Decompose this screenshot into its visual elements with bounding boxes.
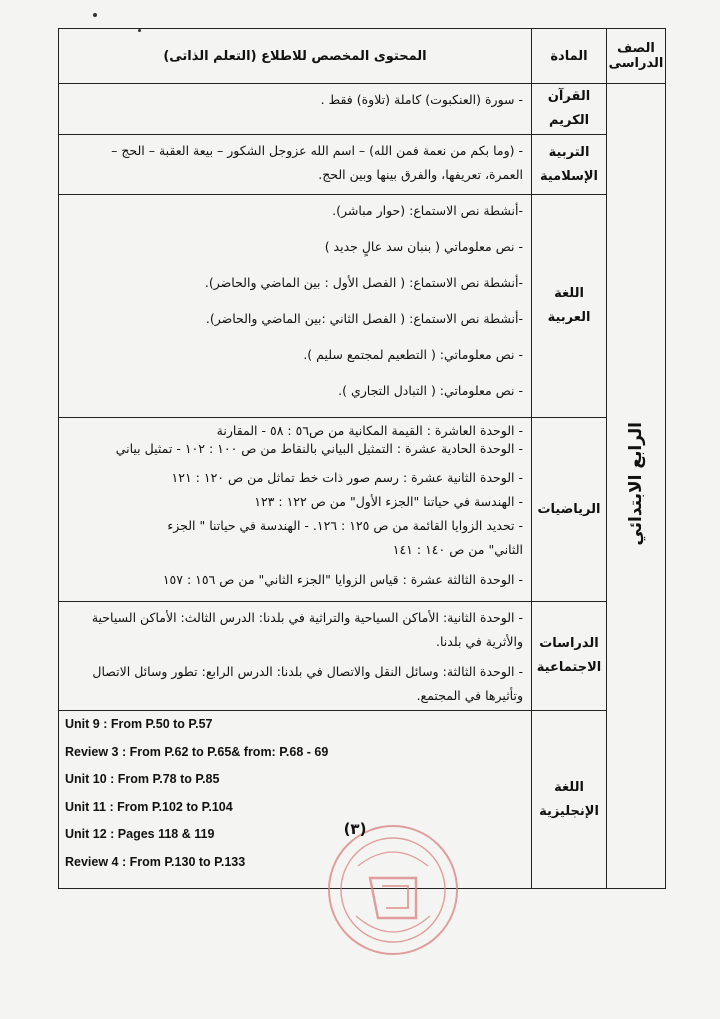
content-line: Unit 9 : From P.50 to P.57 <box>65 717 213 731</box>
content-line: Unit 12 : Pages 118 & 119 <box>65 827 215 841</box>
content-line: - الوحدة الثالثة عشرة : قياس الزوايا "الجزء الثاني" من ص ١٥٦ : ١٥٧ <box>162 572 523 587</box>
content-line: Review 3 : From P.62 to P.65& from: P.68 - 69 <box>65 744 329 759</box>
content-line: وتأثيرها في المجتمع. <box>416 688 523 703</box>
table-row-islamic <box>59 135 666 195</box>
content-line: Unit 10 : From P.78 to P.85 <box>65 772 220 786</box>
content-line: -أنشطة نص الاستماع: ( الفصل الأول : بين الماضي والحاضر). <box>204 275 523 290</box>
content-line: - الوحدة الحادية عشرة : التمثيل البياني بالنقاط من ص ١٠٠ : ١٠٢ - تمثيل بياني <box>115 441 523 456</box>
grade-cell <box>607 84 666 889</box>
subject-arabic: اللغة العربية <box>532 195 607 418</box>
content-line: العمرة، تعريفها، والفرق بينها وبين الحج. <box>318 167 523 182</box>
subject-social: الدراسات الاجتماعية <box>532 602 607 711</box>
subject-islamic: التربية الإسلامية <box>532 135 607 195</box>
subject-english: اللغة الإنجليزية <box>532 711 607 889</box>
content-line: - نص معلوماتي: ( التطعيم لمجتمع سليم ). <box>303 347 523 362</box>
content-line: -أنشطة نص الاستماع: (حوار مباشر). <box>332 203 523 218</box>
subject-math: الرياضيات <box>532 418 607 602</box>
speck <box>93 13 97 17</box>
content-line: - نص معلوماتي ( بنبان سد عالٍ جديد ) <box>324 239 523 254</box>
curriculum-table <box>58 28 666 889</box>
content-line: Unit 11 : From P.102 to P.104 <box>65 799 233 814</box>
grade-label: الرابع الابتدائي <box>626 422 646 546</box>
content-social <box>59 602 532 711</box>
table-row-quran <box>59 84 666 135</box>
content-line: Review 4 : From P.130 to P.133 <box>65 854 246 869</box>
subject-quran: القرآن الكريم <box>532 84 607 135</box>
table-row-social <box>59 602 666 711</box>
content-line: - الوحدة الثانية: الأماكن السياحية والتراثية في بلدنا: الدرس الثالث: الأماكن السياحية <box>91 610 523 625</box>
content-line: - الوحدة العاشرة : القيمة المكانية من ص٥٦ : ٥٨ - المقارنة <box>216 423 523 438</box>
table-header-row <box>59 29 666 84</box>
content-column-header: المحتوى المخصص للاطلاع (التعلم الذاتى) <box>59 29 532 84</box>
content-line: الثاني" من ص ١٤٠ : ١٤١ <box>392 542 523 557</box>
content-math <box>59 418 532 602</box>
content-line: - الوحدة الثانية عشرة : رسم صور ذات خط تماثل من ص ١٢٠ : ١٢١ <box>171 470 523 485</box>
content-line: - الوحدة الثالثة: وسائل النقل والاتصال في بلدنا: الدرس الرابع: تطور وسائل الاتصال <box>92 664 523 679</box>
table-row-math <box>59 418 666 602</box>
content-line: -أنشطة نص الاستماع: ( الفصل الثاني :بين الماضي والحاضر). <box>205 311 523 326</box>
curriculum-table-sheet <box>58 28 666 869</box>
content-arabic <box>59 195 532 418</box>
subject-column-header: المادة <box>532 29 607 84</box>
content-line: - نص معلوماتي: ( التبادل التجاري ). <box>338 383 523 398</box>
grade-column-header: الصف الدراسى <box>607 29 666 84</box>
content-line: والأثرية في بلدنا. <box>436 634 523 649</box>
content-line: - تحديد الزوايا القائمة من ص ١٢٥ : ١٢٦. - الهندسة في حياتنا " الجزء <box>167 518 523 533</box>
content-line: - (وما بكم من نعمة فمن الله) – اسم الله عزوجل الشكور – بيعة العقبة – الحج – <box>111 143 523 158</box>
content-line: - الهندسة في حياتنا "الجزء الأول" من ص ١٢٢ : ١٢٣ <box>254 494 523 509</box>
page-number: (٣) <box>343 820 367 838</box>
content-islamic <box>59 135 532 195</box>
content-quran <box>59 84 532 135</box>
table-row-arabic <box>59 195 666 418</box>
content-line: - سورة (العنكبوت) كاملة (تلاوة) فقط . <box>320 92 523 107</box>
